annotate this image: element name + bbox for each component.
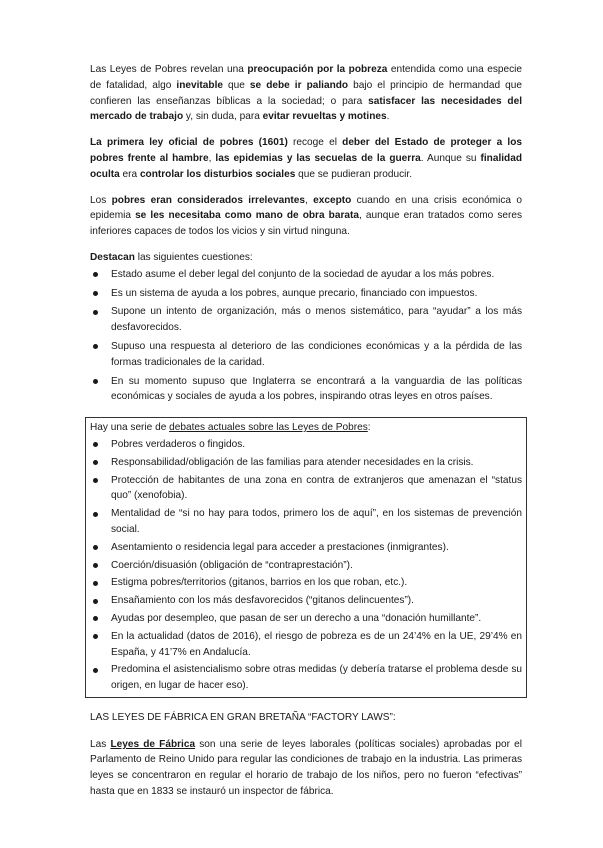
text-run: bajo el principio de hermandad que confieren las enseñanzas bíblicas a la sociedad; o para	[90, 79, 523, 107]
list-item: Responsabilidad/obligación de las familias para atender necesidades en la crisis.	[90, 455, 522, 471]
list-item: Supuso una respuesta al deterioro de las condiciones económicas y a la pérdida de las formas tradicionales de la caridad.	[90, 339, 522, 371]
emphasis-text: Destacan	[90, 251, 135, 263]
text-run: y, sin duda, para	[183, 111, 263, 123]
emphasis-text: La primera ley oficial de pobres (1601)	[90, 137, 288, 149]
paragraph-highlights-intro	[90, 250, 522, 266]
emphasis-text: se debe ir paliando	[249, 79, 349, 91]
text-run: Los	[90, 194, 112, 206]
paragraph-poor-laws-concern	[90, 62, 522, 125]
list-item: Predomina el asistencialismo sobre otras medidas (y debería tratarse el problema desde su origen, en lugar de hacer eso).	[90, 662, 522, 694]
debates-heading-prefix: Hay una serie de	[90, 422, 170, 434]
text-run: cuando en una crisis económica o epidemia	[90, 194, 522, 222]
emphasis-text: las epidemias y las secuelas de la guerra	[215, 152, 421, 164]
text-run: ,	[208, 152, 216, 164]
list-item: Protección de habitantes de una zona en contra de extranjeros que amenazan el “status quo” (xenofobia).	[90, 473, 522, 505]
debates-list	[90, 437, 522, 694]
text-run: .	[386, 111, 390, 123]
debates-box	[85, 417, 527, 698]
emphasis-text: finalidad oculta	[90, 152, 522, 180]
list-item: Ayudas por desempleo, que pasan de ser un derecho a una “donación humillante”.	[90, 611, 522, 627]
text-run: que	[222, 79, 250, 91]
text-run: ,	[304, 194, 314, 206]
list-item: En su momento supuso que Inglaterra se encontrará a la vanguardia de las políticas económicas y sociales de ayuda a los pobres, inspirando otras leyes en otros países.	[90, 374, 522, 406]
text-run: Las Leyes de Pobres revelan una	[90, 64, 248, 75]
emphasis-text: deber del Estado de proteger a los pobres frente al hambre	[90, 137, 522, 164]
list-item: Coerción/disuasión (obligación de “contraprestación”).	[90, 558, 522, 574]
emphasis-text: pobres eran considerados irrelevantes	[111, 194, 305, 206]
emphasis-text: preocupación por la pobreza	[247, 64, 388, 75]
list-item: Pobres verdaderos o fingidos.	[90, 437, 522, 453]
list-item: Ensañamiento con los más desfavorecidos (“gitanos delincuentes”).	[90, 593, 522, 609]
paragraph-first-poor-law	[90, 135, 522, 182]
text-run: , aunque eran tratados como seres inferiores capaces de todos los vicios y sin virtud ninguna.	[90, 210, 522, 238]
factory-laws-term: Leyes de Fábrica	[110, 738, 196, 750]
debates-heading-underlined: debates actuales sobre las Leyes de Pobres	[169, 422, 368, 434]
list-item: En la actualidad (datos de 2016), el riesgo de pobreza es de un 24’4% en la UE, 29’4% en España, y 41’7% en Andalucía.	[90, 629, 522, 661]
text-run: entendida como una especie de fatalidad, algo	[90, 64, 522, 91]
list-item: Es un sistema de ayuda a los pobres, aunque precario, financiado con impuestos.	[90, 286, 522, 302]
emphasis-text: se les necesitaba como mano de obra barata	[135, 210, 359, 222]
text-run: recoge el	[287, 137, 343, 149]
debates-heading-suffix: :	[367, 422, 371, 434]
emphasis-text: excepto	[313, 194, 352, 206]
paragraph-poor-irrelevant	[90, 193, 522, 240]
list-item: Mentalidad de “si no hay para todos, primero los de aquí”, en los sistemas de prevención social.	[90, 506, 522, 538]
text-run: era	[119, 168, 140, 180]
text-run: las siguientes cuestiones:	[134, 251, 253, 263]
paragraph-factory-laws	[90, 737, 522, 800]
text-run: que se pudieran producir.	[295, 168, 413, 180]
document-body	[90, 62, 522, 800]
factory-laws-prefix: Las	[90, 738, 111, 750]
emphasis-text: satisfacer las necesidades del mercado de trabajo	[90, 95, 523, 123]
debates-heading	[90, 420, 522, 436]
list-item: Estado asume el deber legal del conjunto de la sociedad de ayudar a los más pobres.	[90, 267, 522, 283]
list-item: Supone un intento de organización, más o menos sistemático, para “ayudar” a los más desfavorecidos.	[90, 304, 522, 336]
list-item: Estigma pobres/territorios (gitanos, barrios en los que roban, etc.).	[90, 575, 522, 591]
highlights-list	[90, 267, 522, 405]
factory-laws-text: son una serie de leyes laborales (políticas sociales) aprobadas por el Parlamento de Reino Unido para regular las condiciones de trabajo en la industria. Las primeras leyes se concentraron en regular el horario de trabajo de los niños, pero no fueron “efectivas” hasta que en 1833 se instauró un inspector de fábrica.	[90, 738, 522, 798]
text-run: . Aunque su	[420, 152, 481, 164]
list-item: Asentamiento o residencia legal para acceder a prestaciones (inmigrantes).	[90, 540, 522, 556]
emphasis-text: inevitable	[176, 79, 223, 91]
emphasis-text: controlar los disturbios sociales	[139, 168, 296, 180]
emphasis-text: evitar revueltas y motines	[262, 111, 387, 123]
section-title-factory-laws: LAS LEYES DE FÁBRICA EN GRAN BRETAÑA “FACTORY LAWS”:	[90, 711, 396, 723]
